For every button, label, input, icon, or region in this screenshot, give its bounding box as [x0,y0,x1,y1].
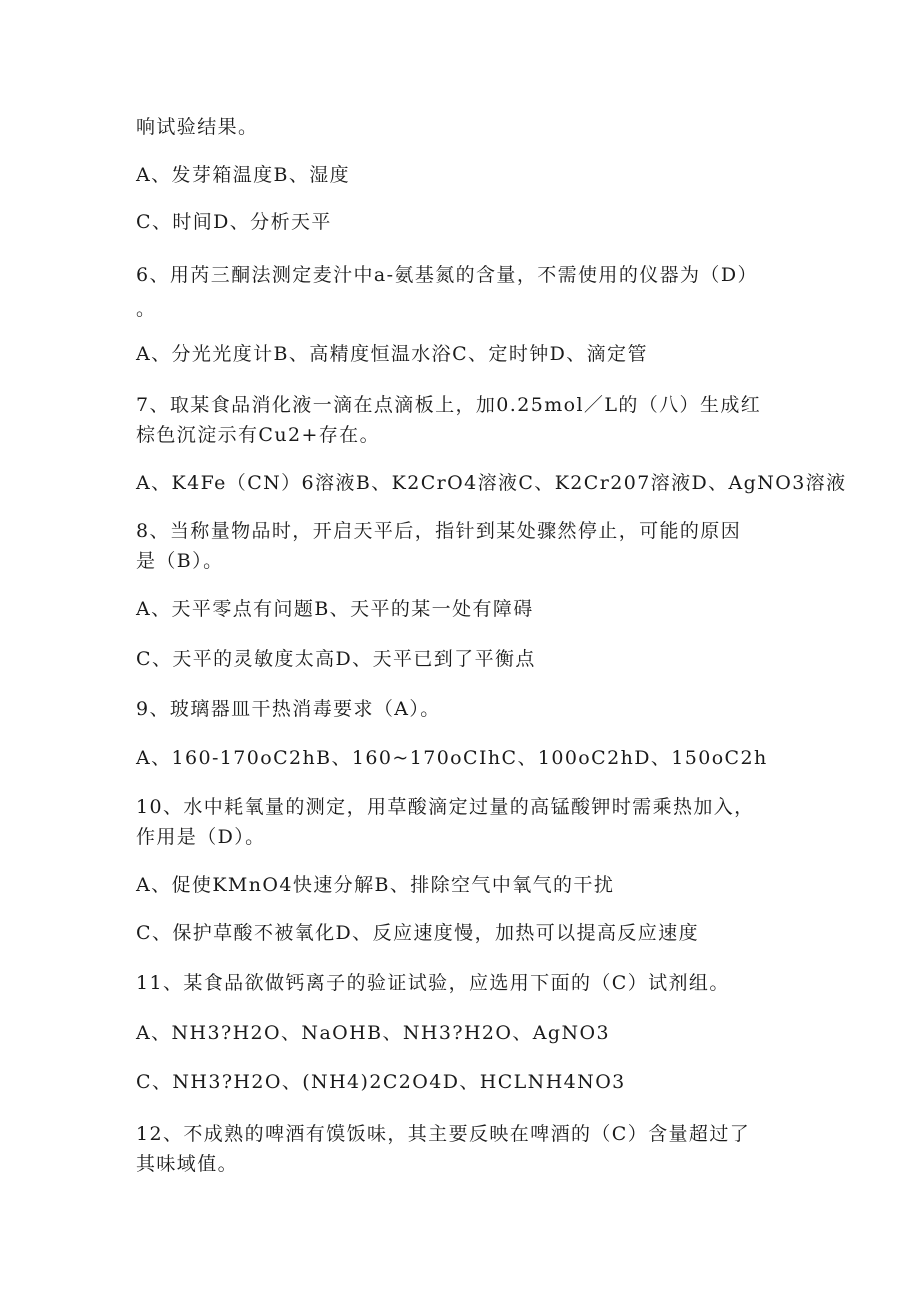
text-line: C、保护草酸不被氧化D、反应速度慢，加热可以提高反应速度 [136,922,699,944]
text-line: C、NH3?H2O、(NH4)2C2O4D、HCLNH4NO3 [136,1071,626,1093]
question-6: 6、用芮三酮法测定麦汁中a-氨基氮的含量，不需使用的仪器为（D） [136,264,758,286]
text-line: A、分光光度计B、高精度恒温水浴C、定时钟D、滴定管 [136,343,648,365]
text-line: A、天平零点有问题B、天平的某一处有障碍 [136,598,534,620]
text-line: 响试验结果。 [136,116,259,138]
text-line: 作用是（D）。 [136,826,266,848]
question-10: 10、水中耗氧量的测定，用草酸滴定过量的高锰酸钾时需乘热加入， [136,796,755,818]
question-12: 12、不成熟的啤酒有馍饭味，其主要反映在啤酒的（C）含量超过了 [136,1123,751,1145]
text-line: 棕色沉淀示有Cu2+存在。 [136,424,380,446]
text-line: C、时间D、分析天平 [136,211,332,233]
question-11: 11、某食品欲做钙离子的验证试验，应选用下面的（C）试剂组。 [136,972,730,994]
question-8: 8、当称量物品时，开启天平后，指针到某处骤然停止，可能的原因 [136,520,742,542]
text-line: 其味域值。 [136,1153,239,1175]
text-line: A、K4Fe（CN）6溶液B、K2CrO4溶液C、K2Cr207溶液D、AgNO3溶液 [136,472,847,494]
text-line: C、天平的灵敏度太高D、天平已到了平衡点 [136,648,536,670]
question-9: 9、玻璃器皿干热消毒要求（A）。 [136,698,441,720]
text-line: A、NH3?H2O、NaOHB、NH3?H2O、AgNO3 [136,1022,610,1044]
text-line: A、发芽箱温度B、湿度 [136,164,351,186]
text-line: 。 [136,298,157,320]
text-line: A、160-170oC2hB、160~170oCIhC、100oC2hD、150oC2h [136,747,768,769]
question-7: 7、取某食品消化液一滴在点滴板上，加0.25mol／L的（八）生成红 [136,394,762,416]
text-line: 是（B）。 [136,550,224,572]
text-line: A、促使KMnO4快速分解B、排除空气中氧气的干扰 [136,874,615,896]
